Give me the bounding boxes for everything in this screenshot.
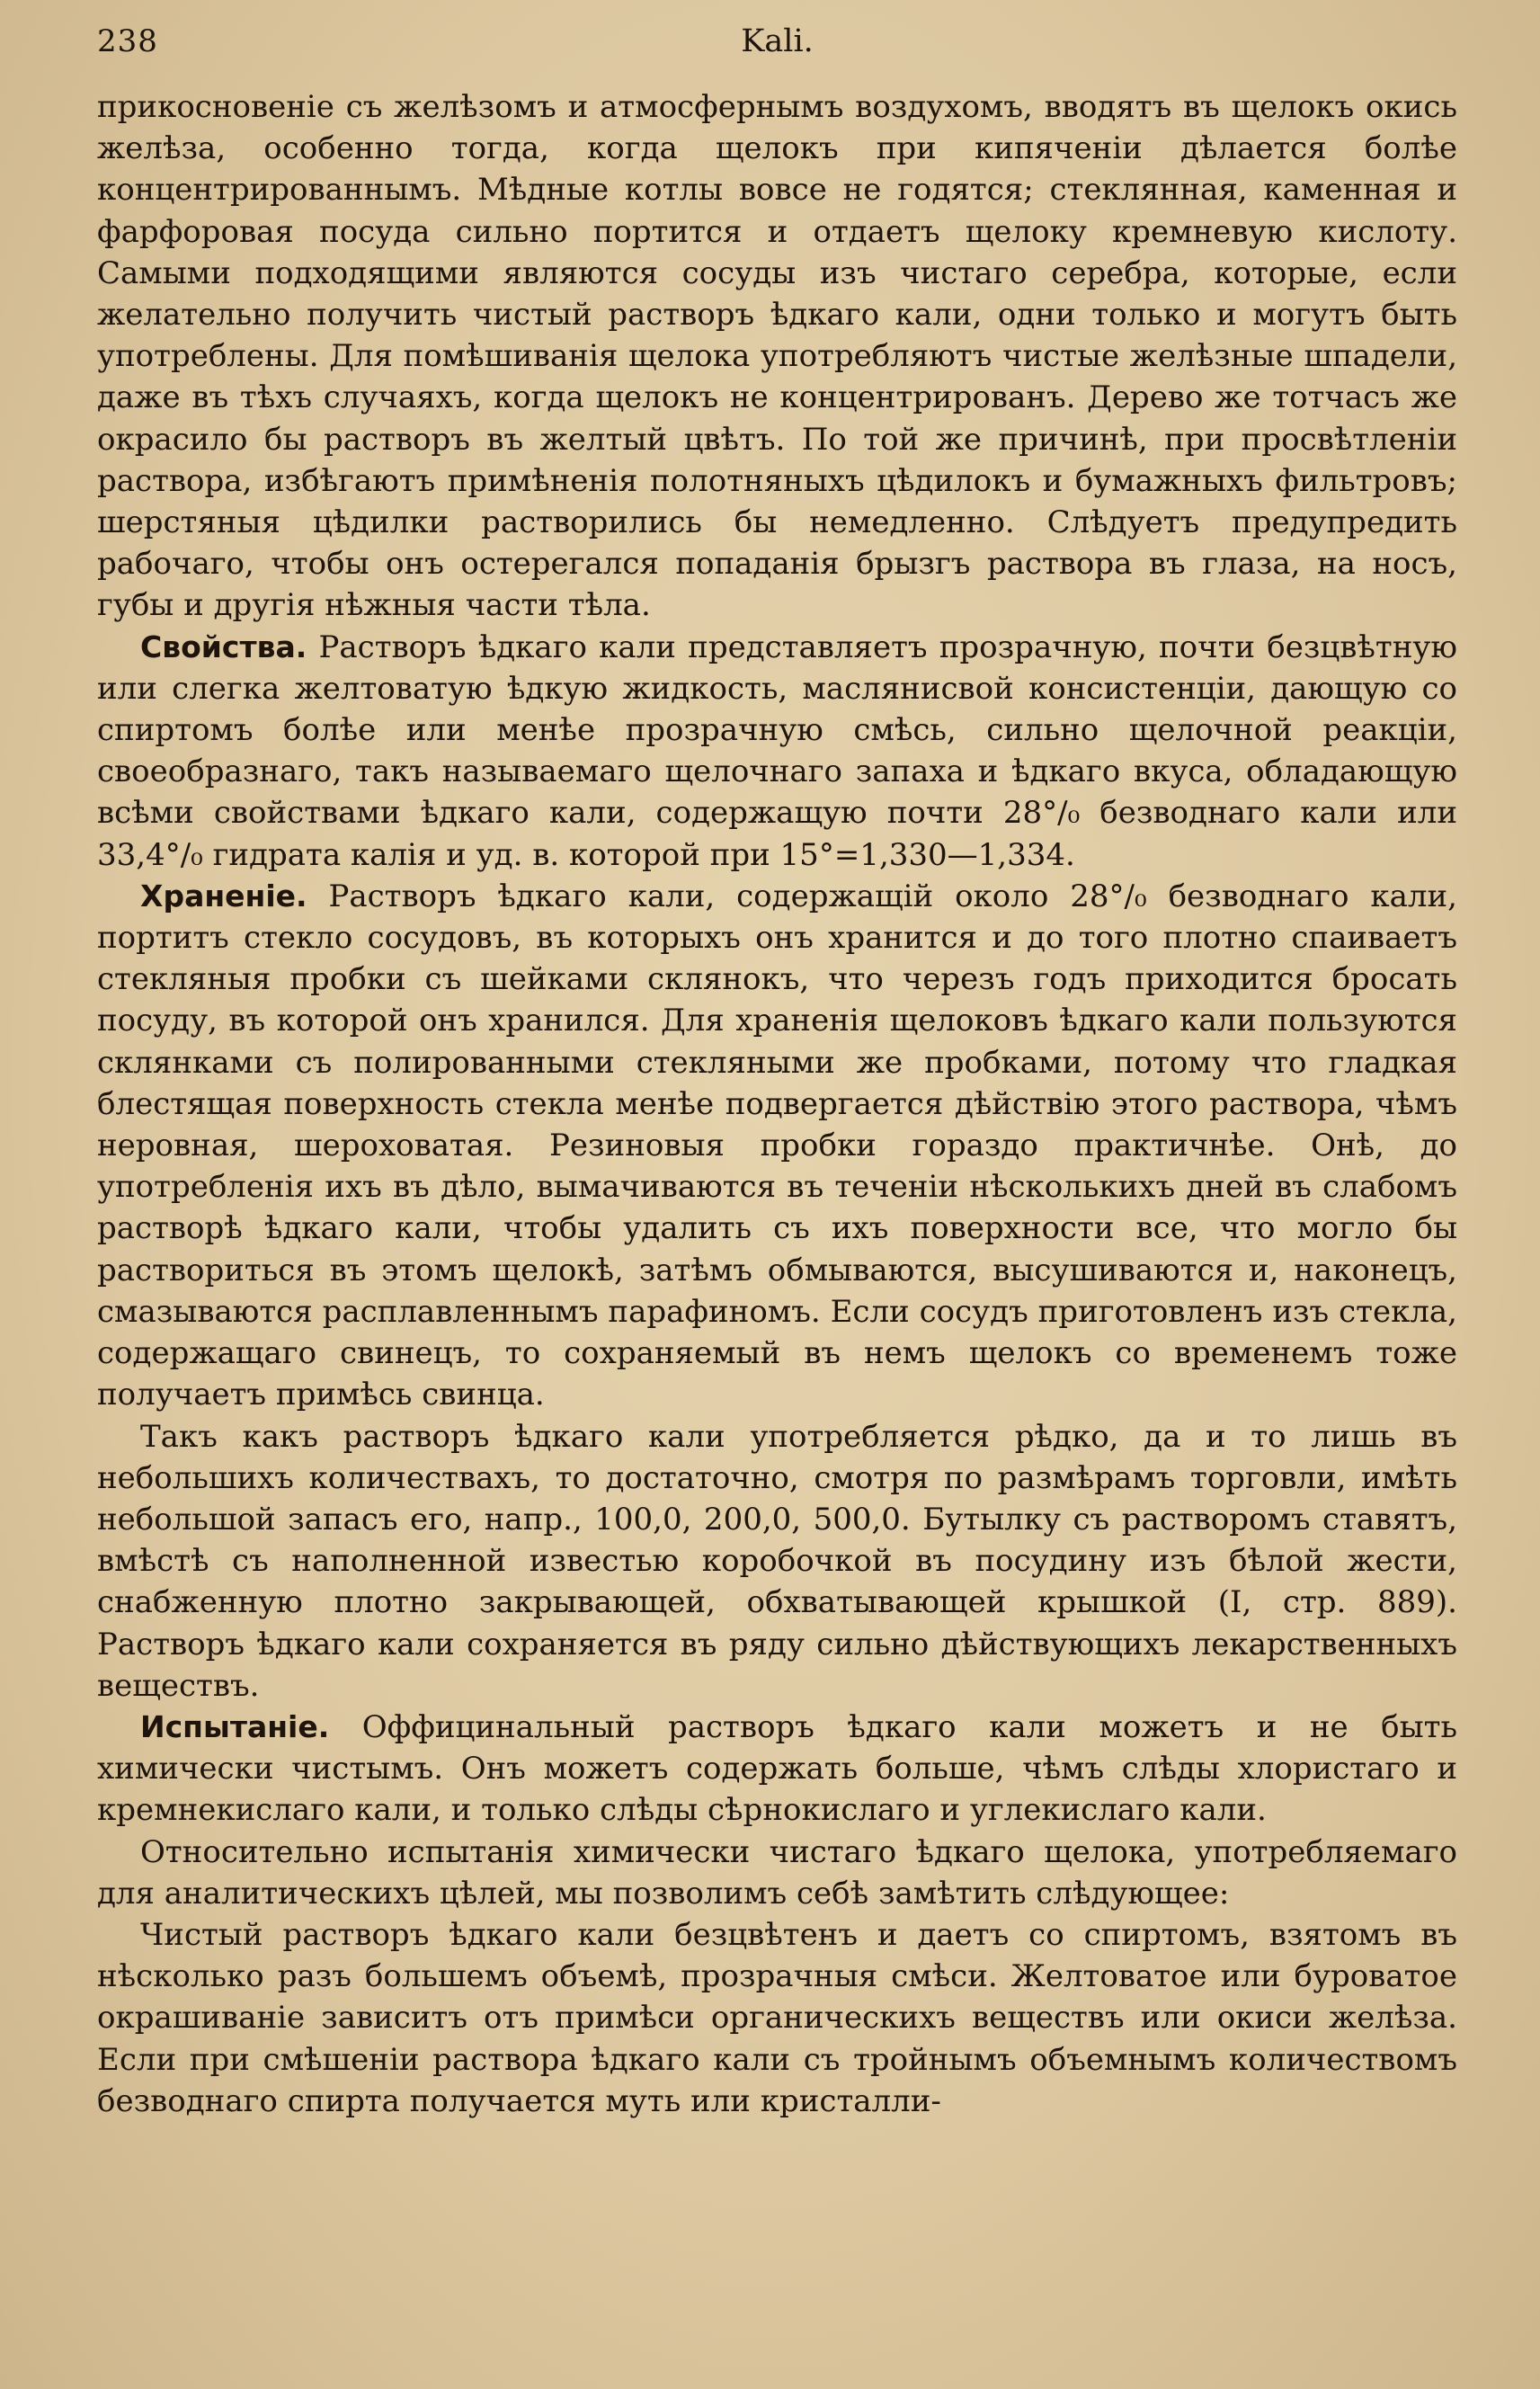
- section-heading-testing: Испытанiе.: [140, 1708, 330, 1744]
- paragraph-testing: [97, 1707, 1457, 1832]
- paragraph-stock: [97, 1416, 1457, 1707]
- paragraph-analytic-note: [97, 1832, 1457, 1914]
- paragraph-text: Растворъ ѣдкаго кали представляетъ прозрачную, почти безцвѣтную или слегка желтоватую ѣдкую жидкость, маслянисвой консистенцiи, дающую со спиртомъ болѣе или менѣе прозрачную смѣсь, сильно щелочной реакцiи, своеобразнаго, такъ называемаго щелочнаго запаха и ѣдкаго вкуса, обладающую всѣми свойствами ѣдкаго кали, содержащую почти 28°/₀ безводнаго кали или 33,4°/₀ гидрата калiя и уд. в. которой при 15°=1,330—1,334.: [97, 628, 1457, 873]
- paragraph-pure-solution: [97, 1914, 1457, 2122]
- paragraph-text: прикосновенiе съ желѣзомъ и атмосфернымъ воздухомъ, вводятъ въ щелокъ окись желѣза, особенно тогда, когда щелокъ при кипяченiи дѣлается болѣе концентрированнымъ. Мѣдные котлы вовсе не годятся; стеклянная, каменная и фарфоровая посуда сильно портится и отдаетъ щелоку кремневую кислоту. Самыми подходящими являются сосуды изъ чистаго серебра, которые, если желательно получить чистый растворъ ѣдкаго кали, одни только и могутъ быть употреблены. Для помѣшиванiя щелока употребляютъ чистые желѣзные шпадели, даже въ тѣхъ случаяхъ, когда щелокъ не концентрированъ. Дерево же тотчасъ же окрасило бы растворъ въ желтый цвѣтъ. По той же причинѣ, при просвѣтленiи раствора, избѣгаютъ примѣненiя полотняныхъ цѣдилокъ и бумажныхъ фильтровъ; шерстяныя цѣдилки растворились бы немедленно. Слѣдуетъ предупредить рабочаго, чтобы онъ остерегался попаданiя брызгъ раствора въ глаза, на носъ, губы и другiя нѣжныя части тѣла.: [97, 89, 1457, 624]
- running-head: Kali.: [741, 23, 814, 59]
- page-header: [97, 23, 1457, 86]
- paragraph-vessels: [97, 86, 1457, 627]
- paragraph-text: Такъ какъ растворъ ѣдкаго кали употребляется рѣдко, да и то лишь въ небольшихъ количествахъ, то достаточно, смотря по размѣрамъ торговли, имѣть небольшой запасъ его, напр., 100,0, 200,0, 500,0. Бутылку съ растворомъ ставятъ, вмѣстѣ съ наполненной известью коробочкой въ посудину изъ бѣлой жести, снабженную плотно закрывающей, обхватывающей крышкой (I, стр. 889). Растворъ ѣдкаго кали сохраняется въ ряду сильно дѣйствующихъ лекарственныхъ веществъ.: [97, 1418, 1457, 1704]
- section-heading-properties: Свойства.: [140, 628, 307, 664]
- paragraph-text: Чистый растворъ ѣдкаго кали безцвѣтенъ и даетъ со спиртомъ, взятомъ въ нѣсколько разъ большемъ объемѣ, прозрачныя смѣси. Желтоватое или буроватое окрашиванiе зависитъ отъ примѣси органическихъ веществъ или окиси желѣза. Если при смѣшенiи раствора ѣдкаго кали съ тройнымъ объемнымъ количествомъ безводнаго спирта получается муть или кристалли-: [97, 1916, 1457, 2119]
- section-heading-storage: Храненiе.: [140, 878, 307, 914]
- paragraph-properties: [97, 627, 1457, 876]
- paragraph-text: Растворъ ѣдкаго кали, содержащiй около 28°/₀ безводнаго кали, портитъ стекло сосудовъ, въ которыхъ онъ хранится и до того плотно спаиваетъ стекляныя пробки съ шейками склянокъ, что черезъ годъ приходится бросать посуду, въ которой онъ хранился. Для храненiя щелоковъ ѣдкаго кали пользуются склянками съ полированными стекляными же пробками, потому что гладкая блестящая поверхность стекла менѣе подвергается дѣйствiю этого раствора, чѣмъ неровная, шероховатая. Резиновыя пробки гораздо практичнѣе. Онѣ, до употребленiя ихъ въ дѣло, вымачиваются въ теченiи нѣсколькихъ дней въ слабомъ растворѣ ѣдкаго кали, чтобы удалить съ ихъ поверхности все, что могло бы раствориться въ этомъ щелокѣ, затѣмъ обмываются, высушиваются и, наконецъ, смазываются расплавленнымъ парафиномъ. Если сосудъ приготовленъ изъ стекла, содержащаго свинецъ, то сохраняемый въ немъ щелокъ со временемъ тоже получаетъ примѣсь свинца.: [97, 878, 1457, 1413]
- page-number: 238: [97, 23, 158, 59]
- paragraph-text: Оффицинальный растворъ ѣдкаго кали можетъ и не быть химически чистымъ. Онъ можетъ содержать больше, чѣмъ слѣды хлористаго и кремнекислаго кали, и только слѣды сѣрнокислаго и углекислаго кали.: [97, 1708, 1458, 1829]
- paragraph-storage: [97, 876, 1457, 1416]
- paragraph-text: Относительно испытанiя химически чистаго ѣдкаго щелока, употребляемаго для аналитическихъ цѣлей, мы позволимъ себѣ замѣтить слѣдующее:: [97, 1833, 1457, 1912]
